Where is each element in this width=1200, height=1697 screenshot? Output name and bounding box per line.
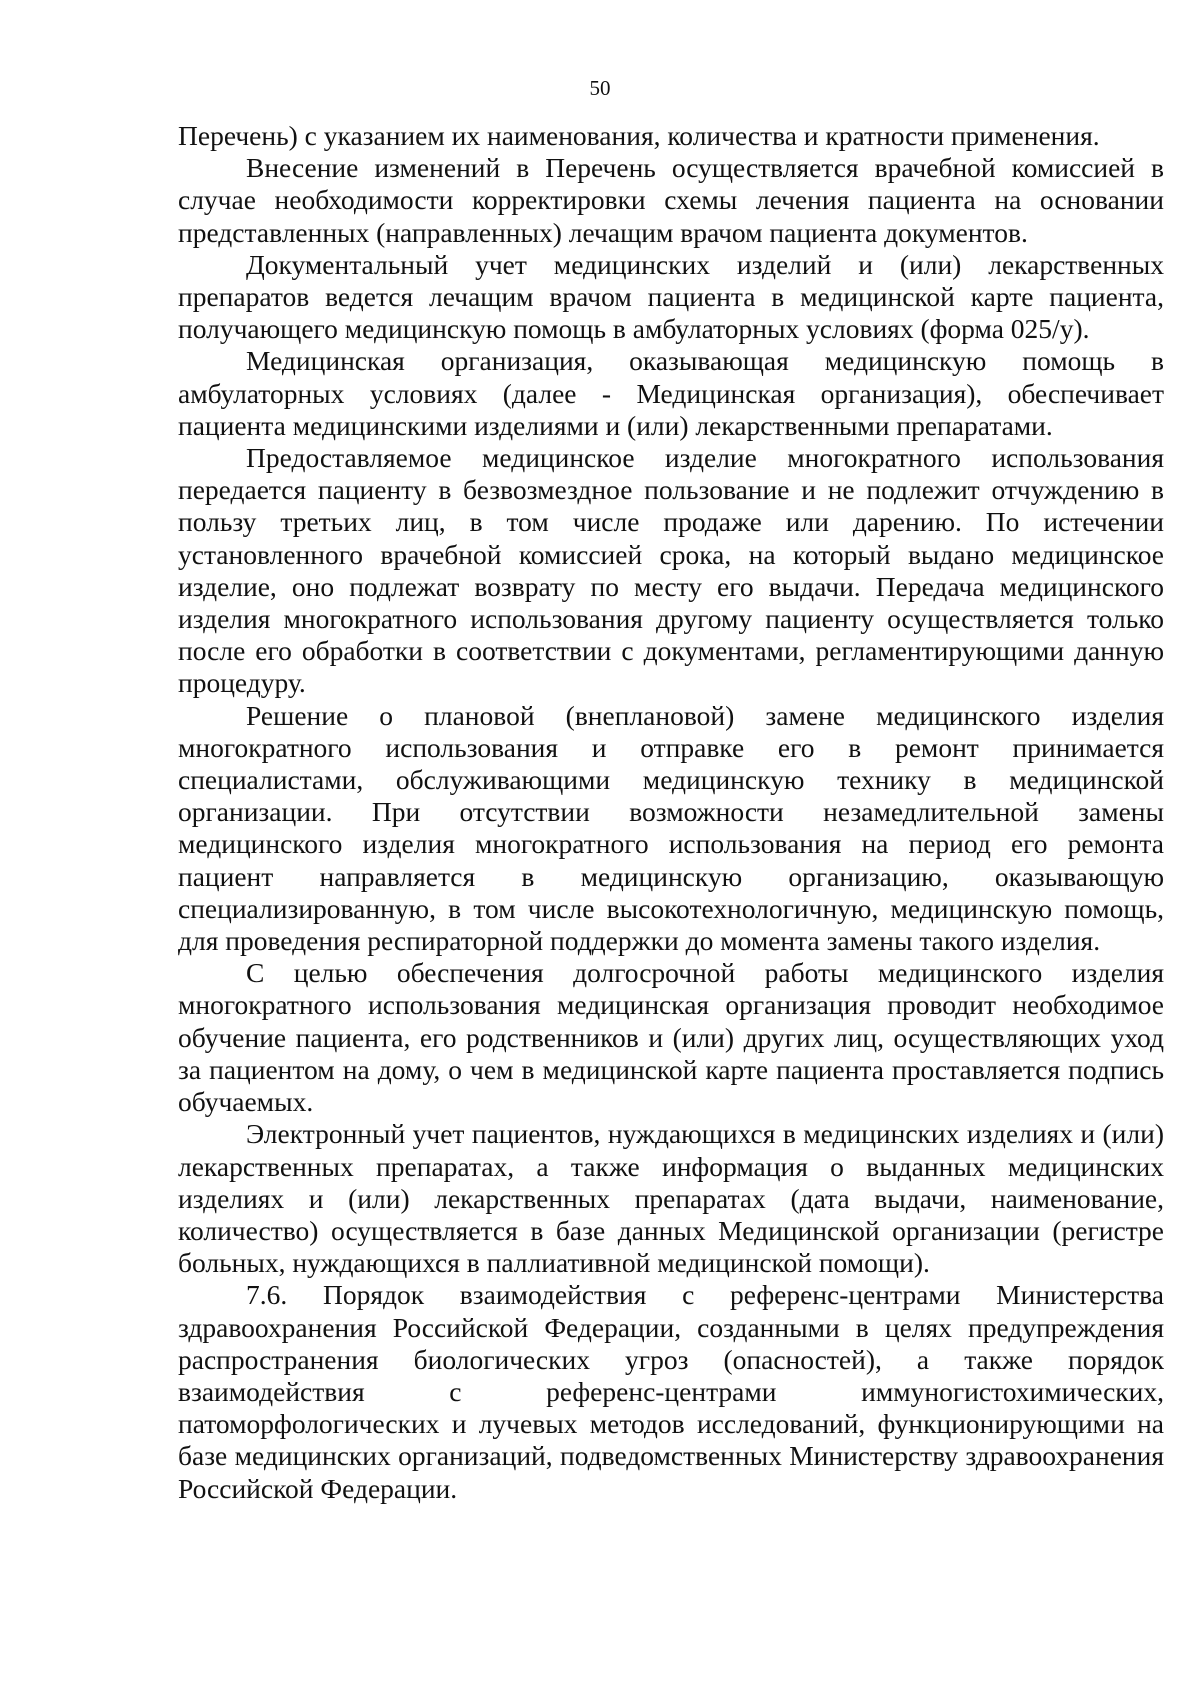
paragraph-device-transfer: Предоставляемое медицинское изделие многократного использования передается пациенту в безвозмездное пользование и не подлежит отчуждению в пользу третьих лиц, в том числе продаже или дарению. По истечении установленного врачебной комиссией срока, на который выдано медицинское изделие, оно подлежат возврату по месту его выдачи. Передача медицинского изделия многократного использования другому пациенту осуществляется только после его обработки в соответствии с документами, регламентирующими данную процедуру. — [178, 442, 1164, 699]
document-body — [178, 120, 1164, 1505]
page-number: 50 — [589, 76, 611, 100]
paragraph-patient-training: С целью обеспечения долгосрочной работы медицинского изделия многократного использования медицинская организация проводит необходимое обучение пациента, его родственников и (или) других лиц, осуществляющих уход за пациентом на дому, о чем в медицинской карте пациента проставляется подпись обучаемых. — [178, 957, 1164, 1118]
paragraph-list-continuation: Перечень) с указанием их наименования, количества и кратности применения. — [178, 120, 1100, 151]
paragraph-list-changes: Внесение изменений в Перечень осуществляется врачебной комиссией в случае необходимости корректировки схемы лечения пациента на основании представленных (направленных) лечащим врачом пациента документов. — [178, 152, 1164, 248]
paragraph-section-7-6: 7.6. Порядок взаимодействия с референс-центрами Министерства здравоохранения Российской Федерации, созданными в целях предупреждения распространения биологических угроз (опасностей), а также порядок взаимодействия с референс-центрами иммуногистохимических, патоморфологических и лучевых методов исследований, функционирующими на базе медицинских организаций, подведомственных Министерству здравоохранения Российской Федерации. — [178, 1279, 1164, 1504]
paragraph-documentary-accounting: Документальный учет медицинских изделий и (или) лекарственных препаратов ведется лечащим врачом пациента в медицинской карте пациента, получающего медицинскую помощь в амбулаторных условиях (форма 025/у). — [178, 248, 1164, 345]
paragraph-device-replacement: Решение о плановой (внеплановой) замене медицинского изделия многократного использования и отправке его в ремонт принимается специалистами, обслуживающими медицинскую технику в медицинской организации. При отсутствии возможности незамедлительной замены медицинского изделия многократного использования на период его ремонта пациент направляется в медицинскую организацию, оказывающую специализированную, в том числе высокотехнологичную, медицинскую помощь, для проведения респираторной поддержки до момента замены такого изделия. — [178, 699, 1164, 957]
paragraph-electronic-accounting: Электронный учет пациентов, нуждающихся в медицинских изделиях и (или) лекарственных препаратах, а также информация о выданных медицинских изделиях и (или) лекарственных препаратах (дата выдачи, наименование, количество) осуществляется в базе данных Медицинской организации (регистре больных, нуждающихся в паллиативной медицинской помощи). — [178, 1118, 1164, 1279]
paragraph-medical-organization: Медицинская организация, оказывающая медицинскую помощь в амбулаторных условиях (далее - Медицинская организация), обеспечивает пациента медицинскими изделиями и (или) лекарственными препаратами. — [178, 345, 1164, 441]
